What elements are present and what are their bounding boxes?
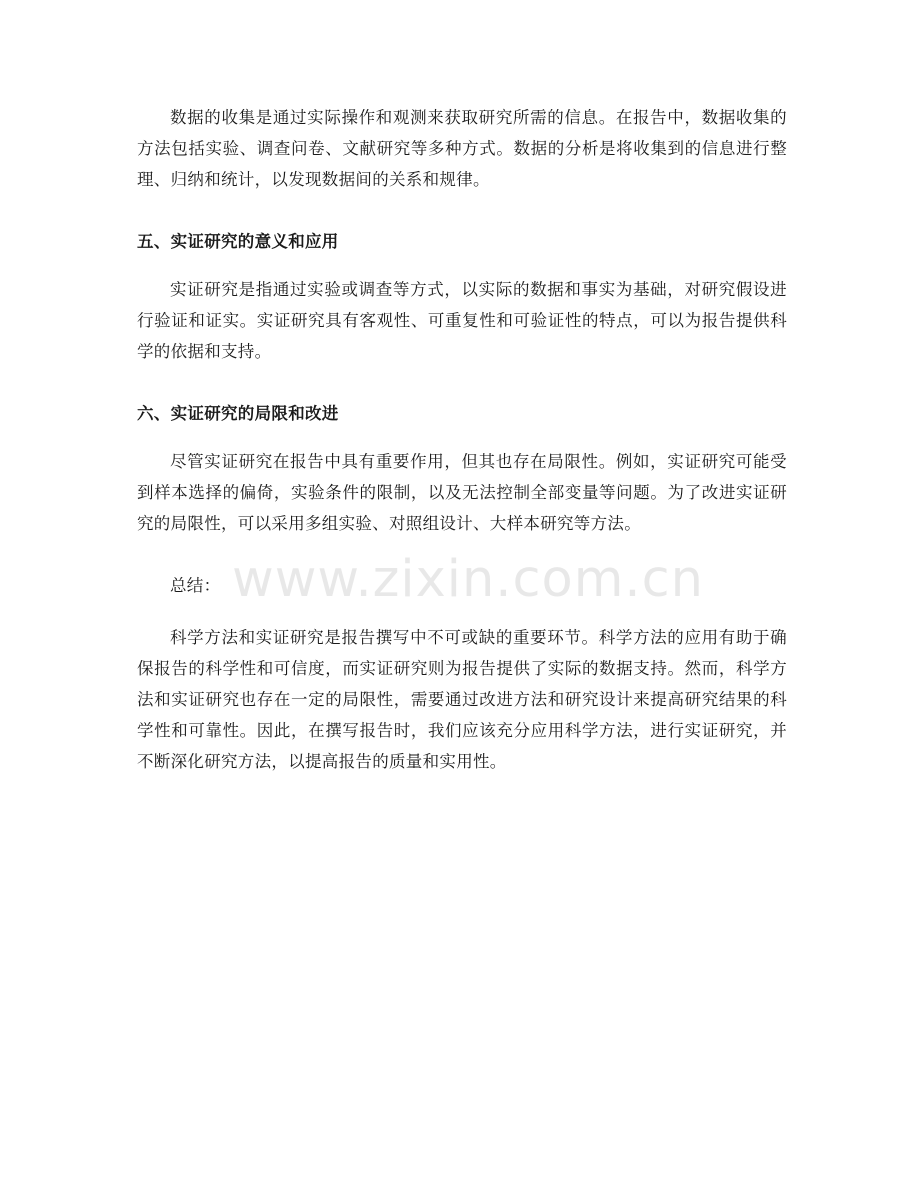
summary-label: 总结： [170,576,221,595]
section-heading-6: 六、实证研究的局限和改进 [137,404,339,423]
paragraph-section-5: 实证研究是指通过实验或调查等方式，以实际的数据和事实为基础，对研究假设进行验证和证实。实证研究具有客观性、可重复性和可验证性的特点，可以为报告提供科学的依据和支持。 [137,280,787,361]
summary-paragraph: 科学方法和实证研究是报告撰写中不可或缺的重要环节。科学方法的应用有助于确保报告的科学性和可信度，而实证研究则为报告提供了实际的数据支持。然而，科学方法和实证研究也存在一定的局限性，需要通过改进方法和研究设计来提高研究结果的科学性和可靠性。因此，在撰写报告时，我们应该充分应用科学方法，进行实证研究，并不断深化研究方法，以提高报告的质量和实用性。 [137,628,787,771]
paragraph-data-collection: 数据的收集是通过实际操作和观测来获取研究所需的信息。在报告中，数据收集的方法包括实验、调查问卷、文献研究等多种方式。数据的分析是将收集到的信息进行整理、归纳和统计，以发现数据间的关系和规律。 [137,108,787,189]
watermark: www.zixin.com.cn [232,550,704,609]
section-heading-5: 五、实证研究的意义和应用 [137,232,339,251]
paragraph-section-6: 尽管实证研究在报告中具有重要作用，但其也存在局限性。例如，实证研究可能受到样本选择的偏倚，实验条件的限制，以及无法控制全部变量等问题。为了改进实证研究的局限性，可以采用多组实验、对照组设计、大样本研究等方法。 [137,452,787,533]
